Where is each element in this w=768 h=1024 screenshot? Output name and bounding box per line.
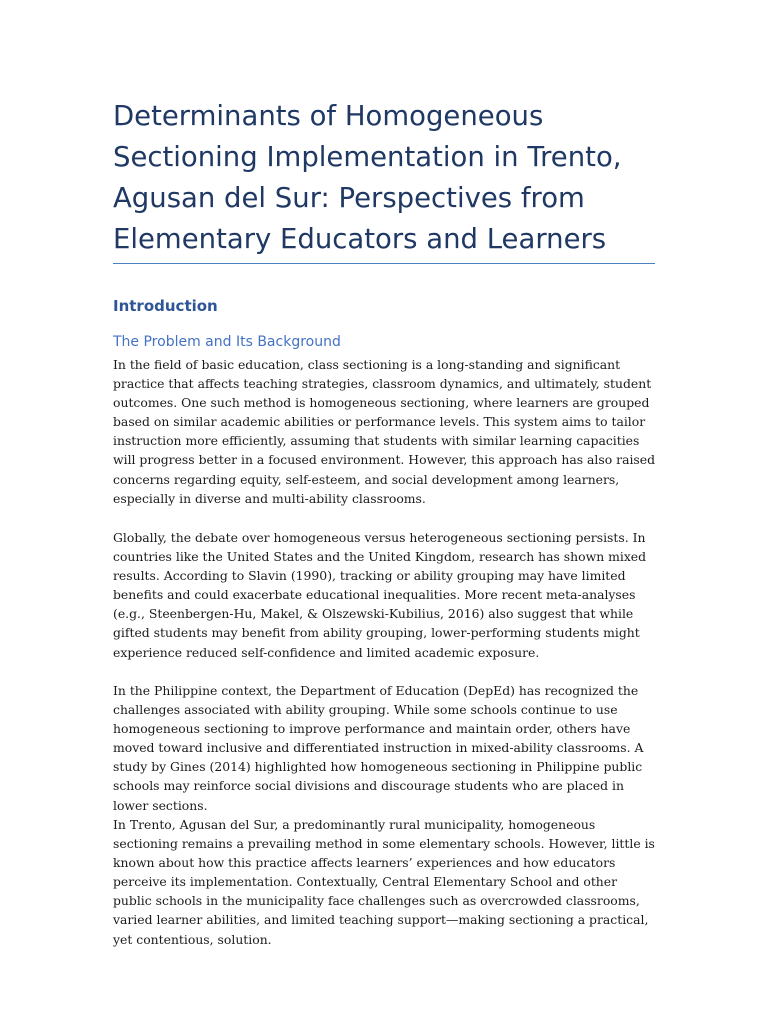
subsection-heading-problem-background: The Problem and Its Background: [113, 334, 341, 350]
title-divider: [113, 263, 655, 264]
document-title: Determinants of Homogeneous Sectioning Implementation in Trento, Agusan del Sur: Perspectives from Elementary Educators and Learners: [113, 100, 622, 255]
section-heading-introduction: Introduction: [113, 297, 218, 315]
body-paragraph-1: In the field of basic education, class sectioning is a long-standing and significant practice that affects teaching strategies, classroom dynamics, and ultimately, student outcomes. One such method is homogeneous sectioning, where learners are grouped based on similar academic abilities or performance levels. This system aims to tailor instruction more efficiently, assuming that students with similar learning capacities will progress better in a focused environment. However, this approach has also raised concerns regarding equity, self-esteem, and social development among learners, especially in diverse and multi-ability classrooms.: [113, 357, 656, 506]
body-paragraph-4: In Trento, Agusan del Sur, a predominantly rural municipality, homogeneous sectioning remains a prevailing method in some elementary schools. However, little is known about how this practice affects learners’ experiences and how educators perceive its implementation. Contextually, Central Elementary School and other public schools in the municipality face challenges such as overcrowded classrooms, varied learner abilities, and limited teaching support—making sectioning a practical, yet contentious, solution.: [113, 817, 655, 947]
body-paragraph-2: Globally, the debate over homogeneous versus heterogeneous sectioning persists. In countries like the United States and the United Kingdom, research has shown mixed results. According to Slavin (1990), tracking or ability grouping may have limited benefits and could exacerbate educational inequalities. More recent meta-analyses (e.g., Steenbergen-Hu, Makel, & Olszewski-Kubilius, 2016) also suggest that while gifted students may benefit from ability grouping, lower-performing students might experience reduced self-confidence and limited academic exposure.: [113, 530, 647, 660]
body-paragraph-3: In the Philippine context, the Department of Education (DepEd) has recognized the challenges associated with ability grouping. While some schools continue to use homogeneous sectioning to improve performance and maintain order, others have moved toward inclusive and differentiated instruction in mixed-ability classrooms. A study by Gines (2014) highlighted how homogeneous sectioning in Philippine public schools may reinforce social divisions and discourage students who are placed in lower sections.: [113, 683, 644, 813]
